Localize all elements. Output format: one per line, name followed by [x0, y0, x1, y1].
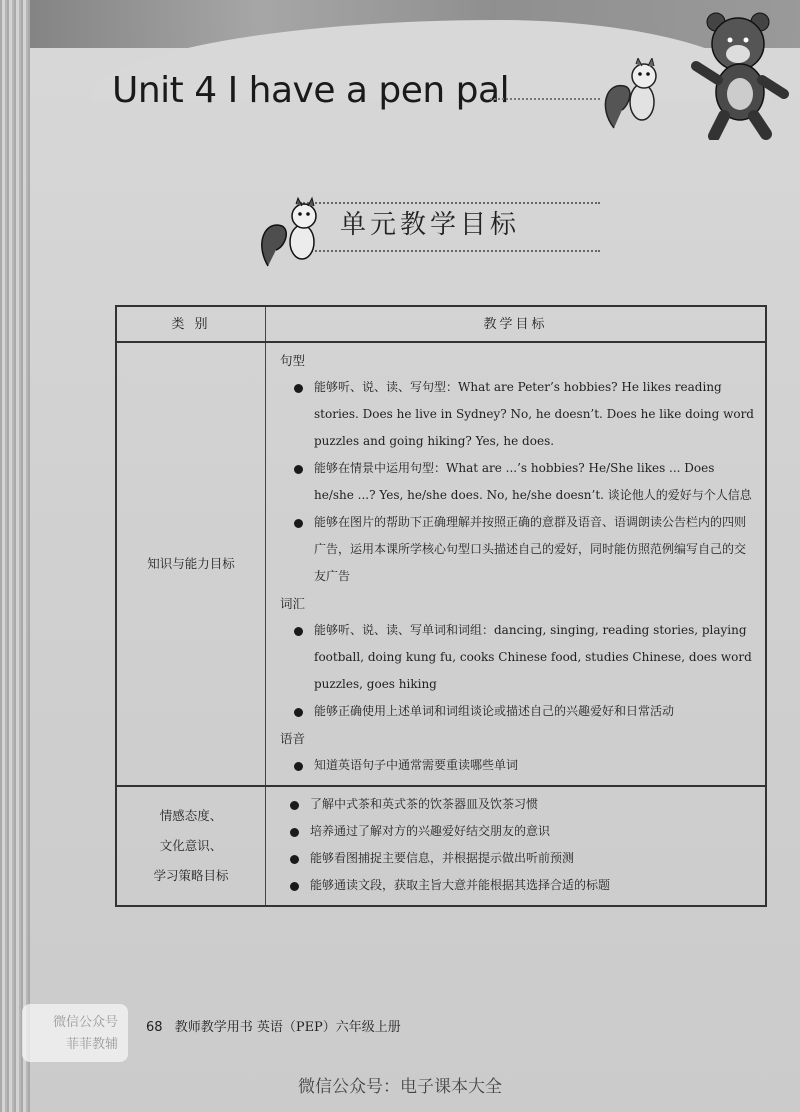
banner-rule-bottom [300, 250, 600, 252]
table-header-row [116, 306, 766, 342]
list-item: 能够在情景中运用句型：What are ...’s hobbies? He/She likes ... Does he/she ...? Yes, he/she does. No, he/she doesn’t. 谈论他人的爱好与个人信息 [280, 455, 755, 509]
category-line: 情感态度、 [159, 808, 223, 823]
unit-title: Unit 4 I have a pen pal [112, 70, 510, 111]
category-knowledge: 知识与能力目标 [116, 342, 266, 786]
list-item: 了解中式茶和英式茶的饮茶器皿及饮茶习惯 [280, 791, 755, 818]
watermark-line: 微信公众号 [52, 1015, 118, 1030]
list-item: 知道英语句子中通常需要重读哪些单词 [280, 752, 755, 779]
watermark-badge [22, 1004, 128, 1062]
subhead-phonics: 语音 [280, 731, 306, 746]
watermark-line: 菲菲教辅 [65, 1037, 118, 1052]
title-rule [490, 98, 600, 100]
subhead-vocab: 词汇 [280, 596, 306, 611]
squirrel-banner-icon [258, 196, 332, 270]
list-item: 培养通过了解对方的兴趣爱好结交朋友的意识 [280, 818, 755, 845]
teaching-goals-table [115, 305, 767, 907]
squirrel-mascot-icon [600, 58, 670, 130]
table-row [116, 786, 766, 906]
section-title: 单元教学目标 [340, 210, 521, 240]
bear-mascot-icon [690, 10, 790, 140]
list-item: 能够看图捕捉主要信息，并根据提示做出听前预测 [280, 845, 755, 872]
category-attitude [116, 786, 266, 906]
header-category: 类 别 [116, 306, 266, 342]
bottom-watermark: 微信公众号：电子课本大全 [298, 1077, 502, 1097]
goals-knowledge [266, 342, 767, 786]
list-item: 能够听、说、读、写句型：What are Peter’s hobbies? He likes reading stories. Does he live in Sydney? No, he doesn’t. Does he like doing word puzzles and going hiking? Yes, he does. [280, 374, 755, 455]
subhead-sentence: 句型 [280, 353, 306, 368]
list-item: 能够听、说、读、写单词和词组：dancing, singing, reading stories, playing football, doing kung fu, cooks Chinese food, studies Chinese, does word puzzles, goes hiking [280, 617, 755, 698]
page-footer [146, 1016, 401, 1035]
category-line: 学习策略目标 [153, 868, 229, 883]
category-line: 文化意识、 [159, 838, 223, 853]
book-title: 教师教学用书 英语（PEP）六年级上册 [174, 1020, 401, 1035]
header-goals: 教学目标 [266, 306, 767, 342]
goals-attitude [266, 786, 767, 906]
list-item: 能够正确使用上述单词和词组谈论或描述自己的兴趣爱好和日常活动 [280, 698, 755, 725]
page-number: 68 [146, 1020, 163, 1035]
list-item: 能够通读文段，获取主旨大意并能根据其选择合适的标题 [280, 872, 755, 899]
table-row [116, 342, 766, 786]
list-item: 能够在图片的帮助下正确理解并按照正确的意群及语音、语调朗读公告栏内的四则广告，运用本课所学核心句型口头描述自己的爱好，同时能仿照范例编写自己的交友广告 [280, 509, 755, 590]
